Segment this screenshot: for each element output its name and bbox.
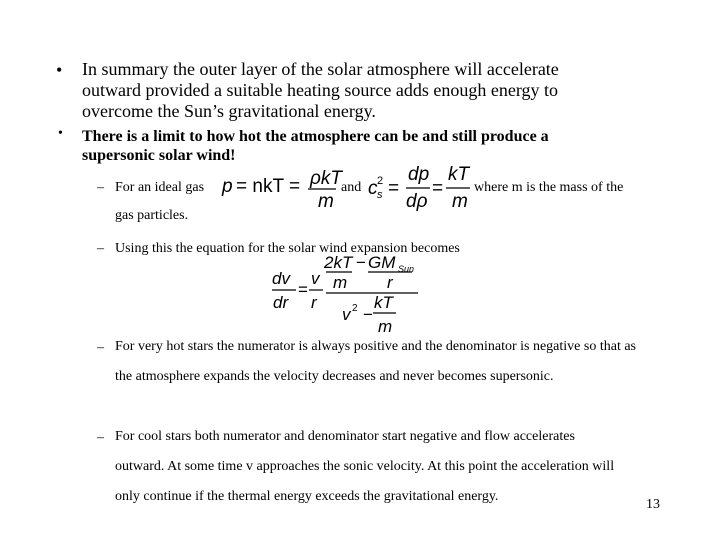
eq-cs: c bbox=[368, 178, 378, 199]
eq-dv: dv bbox=[272, 269, 290, 288]
cool-stars-text: For cool stars both numerator and denominator start negative and flow accelerates outward. At some time v approaches the sonic velocity. At this point the acceleration will only continue if the thermal energy exceeds the gravitational energy. bbox=[115, 429, 615, 504]
eq-den-m: m bbox=[378, 317, 393, 336]
eq-num-r: r bbox=[387, 273, 393, 292]
eq-cs-sub: s bbox=[377, 189, 383, 201]
page-number: 13 bbox=[646, 497, 660, 512]
dash-ideal-gas: – bbox=[97, 180, 104, 195]
eq-2kT: 2kT bbox=[324, 253, 353, 272]
eq-wind-equals: = bbox=[298, 280, 308, 299]
eq-m: m bbox=[318, 191, 334, 212]
equation-intro-text: Using this the equation for the solar wind expansion becomes bbox=[115, 241, 460, 256]
eq-nkT: = nkT = bbox=[236, 176, 301, 197]
eq-rhokT: ρkT bbox=[310, 168, 342, 189]
bullet-marker-1: • bbox=[56, 60, 63, 80]
dash-hot-stars: – bbox=[97, 340, 104, 355]
sound-speed-equation bbox=[366, 162, 478, 212]
ideal-gas-continuation: gas particles. bbox=[115, 208, 189, 223]
eq-kT: kT bbox=[448, 164, 470, 185]
eq-num-m: m bbox=[333, 273, 348, 292]
ideal-gas-equation bbox=[218, 162, 342, 212]
eq-cs-sup: 2 bbox=[377, 175, 384, 187]
dash-equation-intro: – bbox=[97, 241, 104, 256]
eq-v2: v bbox=[342, 305, 351, 324]
eq-drho: dρ bbox=[406, 191, 428, 212]
ideal-gas-and: and bbox=[341, 180, 362, 195]
eq-cs-equals: = bbox=[388, 178, 400, 199]
eq-dr: dr bbox=[273, 293, 289, 312]
eq-v: v bbox=[311, 269, 320, 288]
eq-r: r bbox=[311, 293, 317, 312]
eq-GM-sub: Sun bbox=[398, 264, 415, 274]
eq-p: p bbox=[222, 176, 233, 197]
eq-den-kT: kT bbox=[374, 293, 393, 312]
dash-cool-stars: – bbox=[97, 430, 104, 445]
solar-wind-equation bbox=[270, 252, 430, 336]
eq-GM: GM bbox=[368, 253, 396, 272]
eq-v2-sup: 2 bbox=[352, 303, 358, 314]
hot-stars-text: For very hot stars the numerator is always positive and the denominator is negative so that as the atmosphere expands the velocity decreases and never becomes supersonic. bbox=[115, 339, 636, 384]
bullet-marker-2: • bbox=[58, 126, 63, 141]
bullet-text-1: In summary the outer layer of the solar atmosphere will accelerate outward provided a suitable heating source adds enough energy to overcome the Sun’s gravitational energy. bbox=[82, 59, 559, 121]
ideal-gas-suffix: where m is the mass of the bbox=[474, 180, 624, 195]
ideal-gas-prefix: For an ideal gas bbox=[115, 180, 205, 195]
eq-dp: dp bbox=[408, 164, 430, 185]
eq-m2: m bbox=[452, 191, 468, 212]
eq-den-minus: − bbox=[363, 305, 373, 324]
bullet-text-2: There is a limit to how hot the atmosphere can be and still produce a supersonic solar wind! bbox=[82, 128, 549, 164]
eq-cs-equals2: = bbox=[432, 178, 444, 199]
eq-num-minus: − bbox=[356, 253, 366, 272]
